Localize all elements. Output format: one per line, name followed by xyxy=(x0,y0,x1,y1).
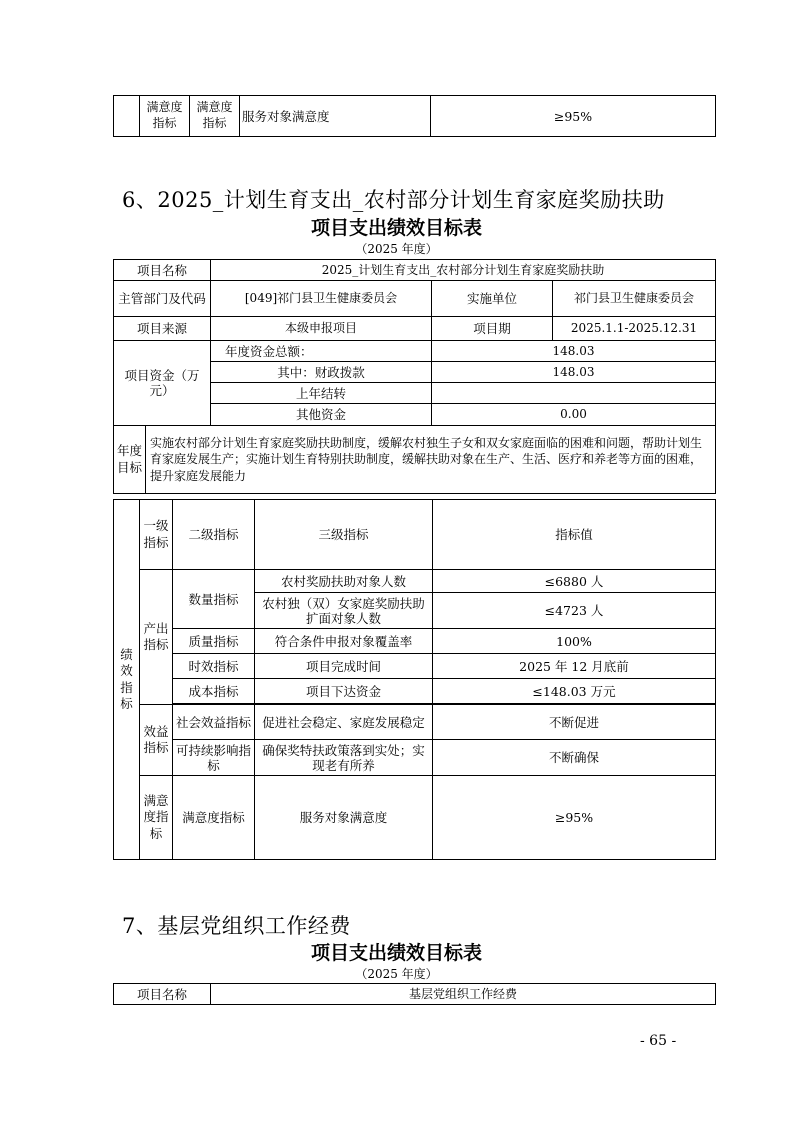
row-l2: 时效指标 xyxy=(173,654,255,679)
project-name-label: 项目名称 xyxy=(114,260,211,281)
section-7-table xyxy=(113,983,716,1005)
row-value: ≤6880 人 xyxy=(433,570,716,593)
annual-goal-label: 年度目标 xyxy=(114,426,146,494)
project-name-value: 2025_计划生育支出_农村部分计划生育家庭奖励扶助 xyxy=(211,260,716,281)
section-6-heading: 6、2025_计划生育支出_农村部分计划生育家庭奖励扶助 xyxy=(122,188,665,212)
other-label: 其他资金 xyxy=(211,404,432,426)
value-header: 指标值 xyxy=(433,500,716,570)
row-l3: 项目完成时间 xyxy=(255,654,433,679)
indicator-value: ≥95% xyxy=(431,96,716,137)
source-value: 本级申报项目 xyxy=(211,317,432,341)
effect-group: 效益指标 xyxy=(140,705,173,776)
row-l3: 农村独（双）女家庭奖励扶助扩面对象人数 xyxy=(255,593,433,629)
row-value: 不断确保 xyxy=(433,740,716,776)
period-value: 2025.1.1-2025.12.31 xyxy=(553,317,716,341)
table-year: （2025 年度） xyxy=(355,242,438,256)
third-level-indicator: 服务对象满意度 xyxy=(240,96,431,137)
row-l2: 成本指标 xyxy=(173,679,255,704)
row-value: ≥95% xyxy=(433,776,716,860)
source-label: 项目来源 xyxy=(114,317,211,341)
row-l3: 农村奖励扶助对象人数 xyxy=(255,570,433,593)
table-title: 项目支出绩效目标表 xyxy=(310,217,482,239)
row-l3: 项目下达资金 xyxy=(255,679,433,704)
table-title-7: 项目支出绩效目标表 xyxy=(310,942,482,964)
perf-label: 绩效指标 xyxy=(114,500,140,860)
row-l3: 确保奖特扶政策落到实处；实现老有所养 xyxy=(255,740,433,776)
level1-header: 一级指标 xyxy=(140,500,173,570)
row-l3: 促进社会稳定、家庭发展稳定 xyxy=(255,705,433,740)
page-number: - 65 - xyxy=(640,1033,677,1049)
row-value: ≤4723 人 xyxy=(433,593,716,629)
dept-label: 主管部门及代码 xyxy=(114,281,211,317)
row-l2: 可持续影响指标 xyxy=(173,740,255,776)
annual-goal-text: 实施农村部分计划生育家庭奖励扶助制度，缓解农村独生子女和双女家庭面临的困难和问题，帮助计划生育家庭发展生产；实施计划生育特别扶助制度，缓解扶助对象在生产、生活、医疗和养老等方面的困难，提升家庭发展能力 xyxy=(146,426,716,494)
blank-cell xyxy=(114,96,140,137)
row-value: 2025 年 12 月底前 xyxy=(433,654,716,679)
period-label: 项目期 xyxy=(432,317,553,341)
row-l2: 社会效益指标 xyxy=(173,705,255,740)
row-value: ≤148.03 万元 xyxy=(433,679,716,704)
top-continuation-table xyxy=(113,95,716,137)
other-value: 0.00 xyxy=(432,404,716,426)
row-l3: 服务对象满意度 xyxy=(255,776,433,860)
second-level-indicator: 满意度指标 xyxy=(190,96,240,137)
row-l2: 数量指标 xyxy=(173,570,255,629)
project-name-label-7: 项目名称 xyxy=(114,984,211,1005)
row-l2: 满意度指标 xyxy=(173,776,255,860)
table-year-7: （2025 年度） xyxy=(355,967,438,981)
funds-label: 项目资金（万元） xyxy=(114,341,211,426)
project-info-table xyxy=(113,259,716,494)
row-value: 不断促进 xyxy=(433,705,716,740)
output-group: 产出指标 xyxy=(140,570,173,705)
level3-header: 三级指标 xyxy=(255,500,433,570)
carryover-label: 上年结转 xyxy=(211,383,432,404)
dept-value: [049]祁门县卫生健康委员会 xyxy=(211,281,432,317)
impl-unit-label: 实施单位 xyxy=(432,281,553,317)
level2-header: 二级指标 xyxy=(173,500,255,570)
carryover-value xyxy=(432,383,716,404)
performance-table xyxy=(113,499,716,860)
row-l3: 符合条件申报对象覆盖率 xyxy=(255,629,433,654)
total-label: 年度资金总额： xyxy=(211,341,432,362)
row-value: 100% xyxy=(433,629,716,654)
satisfaction-group: 满意度指标 xyxy=(140,776,173,860)
fiscal-value: 148.03 xyxy=(432,362,716,383)
total-value: 148.03 xyxy=(432,341,716,362)
first-level-indicator: 满意度指标 xyxy=(140,96,190,137)
row-l2: 质量指标 xyxy=(173,629,255,654)
project-name-value-7: 基层党组织工作经费 xyxy=(211,984,716,1005)
impl-unit-value: 祁门县卫生健康委员会 xyxy=(553,281,716,317)
fiscal-label: 其中：财政拨款 xyxy=(211,362,432,383)
section-7-heading: 7、基层党组织工作经费 xyxy=(122,914,351,938)
